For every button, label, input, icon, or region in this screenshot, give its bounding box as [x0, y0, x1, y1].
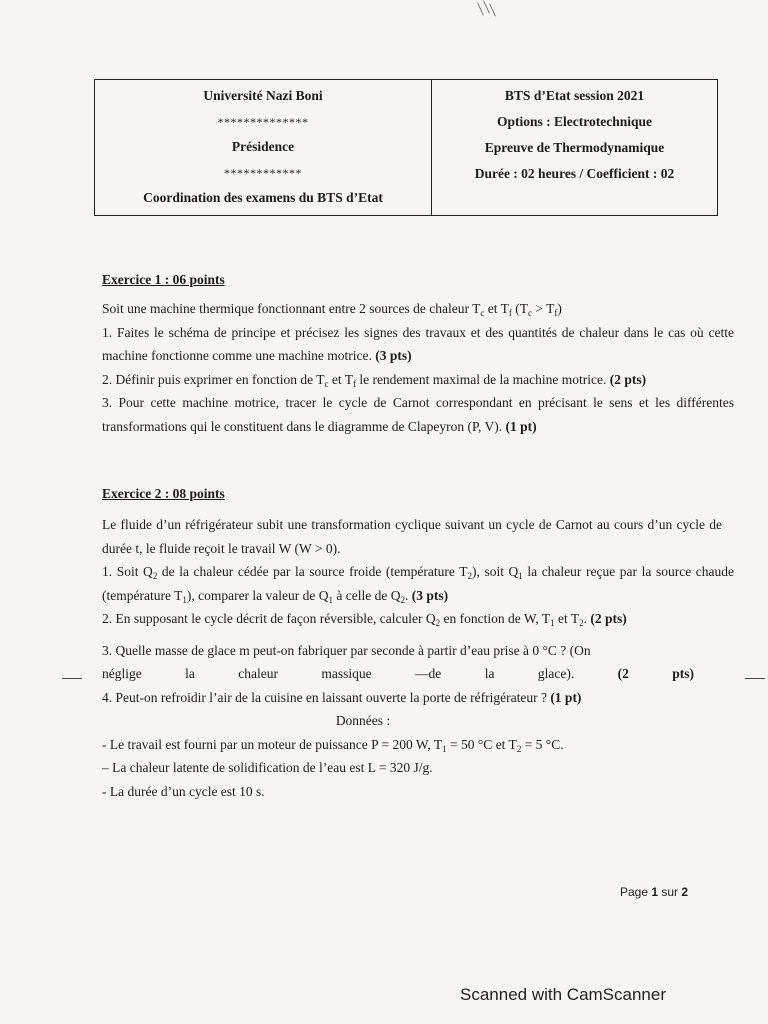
- scan-scratch-mark: [483, 0, 490, 13]
- scan-scratch-mark: [489, 3, 496, 16]
- exercise-2-question-2: 2. En supposant le cycle décrit de façon réversible, calculer $Q_2$ en fonction de W, $T_1$ et $T_2$. (2 pts): [102, 611, 627, 628]
- exercise-2-question-3: 3. Quelle masse de glace m peut-on fabriquer par seconde à partir d’eau prise à 0 °C ? (On: [102, 642, 591, 658]
- header-institution: [95, 80, 432, 215]
- exercise-1-question-3: 3. Pour cette machine motrice, tracer le cycle de Carnot correspondant en précisant le sens et les différentes transformations qui le constituent dans le diagramme de Clapeyron (P, V). (1 pt): [102, 395, 734, 434]
- separator-stars: ************: [224, 165, 302, 180]
- exercise-2-title: Exercice 2 : 08 points: [102, 486, 225, 501]
- separator-stars: **************: [217, 114, 309, 129]
- exercise-1-question-1: 1. Faites le schéma de principe et précisez les signes des travaux et des quantités de chaleur dans le cas où cette machine fonctionne comme une machine motrice. (3 pts): [102, 324, 734, 363]
- donnee-travail: - Le travail est fourni par un moteur de puissance P = 200 W, $T_1 = 50$ °C et $T_2 = 5$ °C.: [102, 736, 564, 754]
- donnee-chaleur-latente: – La chaleur latente de solidification de l’eau est L = 320 J/g.: [102, 760, 433, 775]
- exercise-1: [102, 272, 734, 438]
- donnees-title: Données :: [335, 713, 391, 728]
- camscanner-watermark: Scanned with CamScanner: [460, 985, 667, 1004]
- scan-scratch-mark: [477, 2, 484, 15]
- exam-subject: Epreuve de Thermodynamique: [484, 140, 665, 155]
- coordination-label: Coordination des examens du BTS d’Etat: [143, 190, 383, 205]
- donnee-duree-cycle: - La durée d’un cycle est 10 s.: [102, 783, 265, 799]
- page-number: Page 1 sur 2: [620, 885, 689, 899]
- exercise-2-question-1: 1. Soit $Q_2$ de la chaleur cédée par la source froide (température $T_2$), soit $Q_1$ la chaleur reçue par la source chaude (température $T_1$), comparer la valeur de $Q_1$ à celle de $Q_2$. (3 pts): [102, 564, 734, 605]
- exam-duration: Durée : 02 heures / Coefficient : 02: [474, 166, 675, 181]
- exercise-1-intro: Soit une machine thermique fonctionnant entre 2 sources de chaleur $T_c$ et $T_f$ $(T_c > T_f)$: [102, 301, 562, 318]
- presidence-label: Présidence: [231, 139, 295, 154]
- university-name: Université Nazi Boni: [203, 88, 323, 103]
- exercise-2: [102, 486, 734, 803]
- exercise-2-intro: Le fluide d’un réfrigérateur subit une transformation cyclique suivant un cycle de Carnot au cours d’un cycle de durée t, le fluide reçoit le travail W (W > 0).: [102, 517, 722, 556]
- exam-session: BTS d’Etat session 2021: [504, 88, 645, 103]
- scan-margin-mark-left: [62, 678, 82, 679]
- scan-margin-mark-right: [745, 678, 765, 679]
- exercise-2-question-3-cont: néglige la chaleur massique —de la glace). (2 pts): [102, 666, 695, 681]
- exercise-2-question-4: 4. Peut-on refroidir l’air de la cuisine en laissant ouverte la porte de réfrigérateur ? (1 pt): [102, 689, 582, 705]
- exercise-1-title: Exercice 1 : 06 points: [102, 272, 225, 287]
- exercise-1-question-2: 2. Définir puis exprimer en fonction de $T_c$ et $T_f$ le rendement maximal de la machine motrice. (2 pts): [102, 371, 647, 389]
- exam-options: Options : Electrotechnique: [497, 114, 652, 129]
- exam-header-box: [94, 79, 718, 216]
- header-exam-info: [432, 80, 717, 215]
